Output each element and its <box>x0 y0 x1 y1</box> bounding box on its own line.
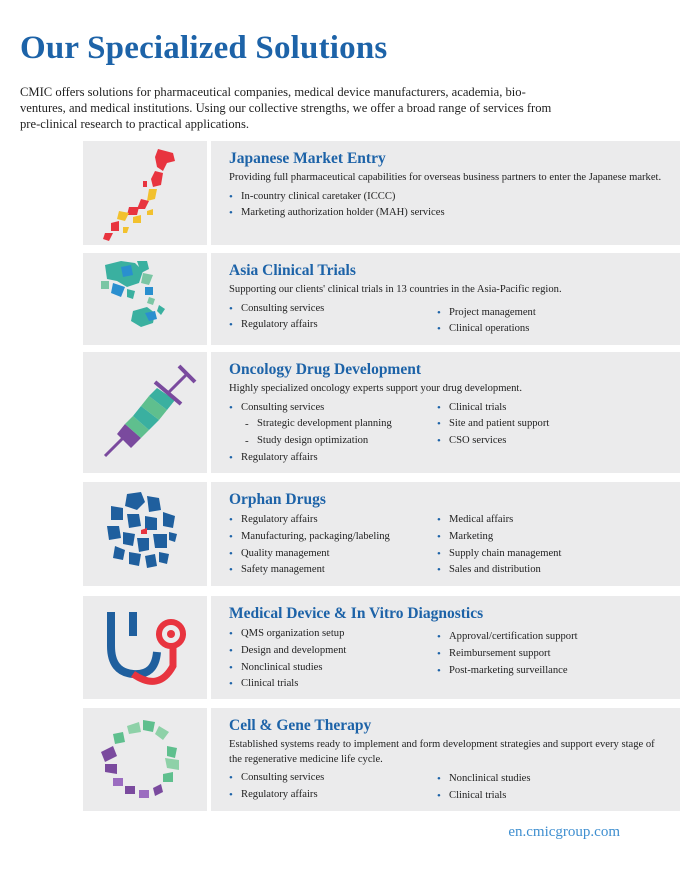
section-text <box>211 141 680 245</box>
list-item: • Consulting services <box>229 400 437 417</box>
section-cell-gene-therapy <box>83 708 680 811</box>
list-item: • Regulatory affairs <box>229 512 437 529</box>
intro-paragraph: CMIC offers solutions for pharmaceutical companies, medical device manufacturers, academia, bio-ventures, and medical institutions. Using our collective strengths, we offer a broad range of services from pre-clinical research to practical applications. <box>20 85 552 131</box>
section-description: Established systems ready to implement and form development strategies and support every stage of the regenerative medicine life cycle. <box>229 739 655 765</box>
cell-cycle-icon <box>83 708 207 811</box>
section-orphan-drugs <box>83 482 680 586</box>
list-item: • In-country clinical caretaker (ICCC) <box>229 189 629 206</box>
list-item: • Site and patient support <box>437 416 549 433</box>
list-item: • Clinical trials <box>437 400 549 417</box>
section-description: Providing full pharmaceutical capabilities for overseas business partners to enter the Japanese market. <box>229 172 662 183</box>
stethoscope-icon <box>83 596 207 699</box>
list-item: • Consulting services <box>229 770 437 787</box>
list-item: • QMS organization setup <box>229 626 437 643</box>
section-title: Oncology Drug Development <box>229 361 422 378</box>
list-item: • Clinical trials <box>437 788 531 805</box>
section-oncology-drug-development <box>83 352 680 473</box>
list-item: • Sales and distribution <box>437 562 561 579</box>
section-title: Japanese Market Entry <box>229 150 386 167</box>
list-item: • Medical affairs <box>437 512 561 529</box>
section-description: Supporting our clients' clinical trials in 13 countries in the Asia-Pacific region. <box>229 284 562 295</box>
list-item: • Nonclinical studies <box>229 660 437 677</box>
section-text <box>211 708 680 811</box>
list-sub-item: - Strategic development planning <box>229 416 437 433</box>
section-title: Medical Device & In Vitro Diagnostics <box>229 605 484 622</box>
japan-map-icon <box>83 141 207 245</box>
list-item: • Regulatory affairs <box>229 450 437 467</box>
section-text <box>211 482 680 586</box>
list-item: • Manufacturing, packaging/labeling <box>229 529 437 546</box>
list-item: • Approval/certification support <box>437 629 578 646</box>
section-medical-device-ivd <box>83 596 680 699</box>
list-item: • Reimbursement support <box>437 646 578 663</box>
syringe-icon <box>83 352 207 473</box>
asia-map-icon <box>83 253 207 345</box>
section-title: Asia Clinical Trials <box>229 262 356 279</box>
section-japanese-market-entry <box>83 141 680 245</box>
list-item: • Design and development <box>229 643 437 660</box>
cell-cluster-icon <box>83 482 207 586</box>
list-item: • Marketing authorization holder (MAH) services <box>229 205 629 222</box>
list-item: • Clinical operations <box>437 321 536 338</box>
section-description: Highly specialized oncology experts support your drug development. <box>229 383 523 394</box>
list-item: • Marketing <box>437 529 561 546</box>
list-item: • Safety management <box>229 562 437 579</box>
list-item: • Supply chain management <box>437 546 561 563</box>
list-item: • Post-marketing surveillance <box>437 663 578 680</box>
section-asia-clinical-trials <box>83 253 680 345</box>
section-text <box>211 352 680 473</box>
list-item: • Quality management <box>229 546 437 563</box>
list-item: • Regulatory affairs <box>229 317 437 334</box>
section-text <box>211 596 680 699</box>
footer-website-link[interactable]: en.cmicgroup.com <box>508 824 620 840</box>
list-item: • Nonclinical studies <box>437 771 531 788</box>
list-item: • Project management <box>437 305 536 322</box>
list-item: • Regulatory affairs <box>229 787 437 804</box>
list-item: • Clinical trials <box>229 676 437 693</box>
list-item: • Consulting services <box>229 301 437 318</box>
section-text <box>211 253 680 345</box>
section-title: Cell & Gene Therapy <box>229 717 372 734</box>
page-title: Our Specialized Solutions <box>20 30 388 66</box>
list-item: • CSO services <box>437 433 549 450</box>
list-sub-item: - Study design optimization <box>229 433 437 450</box>
section-title: Orphan Drugs <box>229 491 326 508</box>
